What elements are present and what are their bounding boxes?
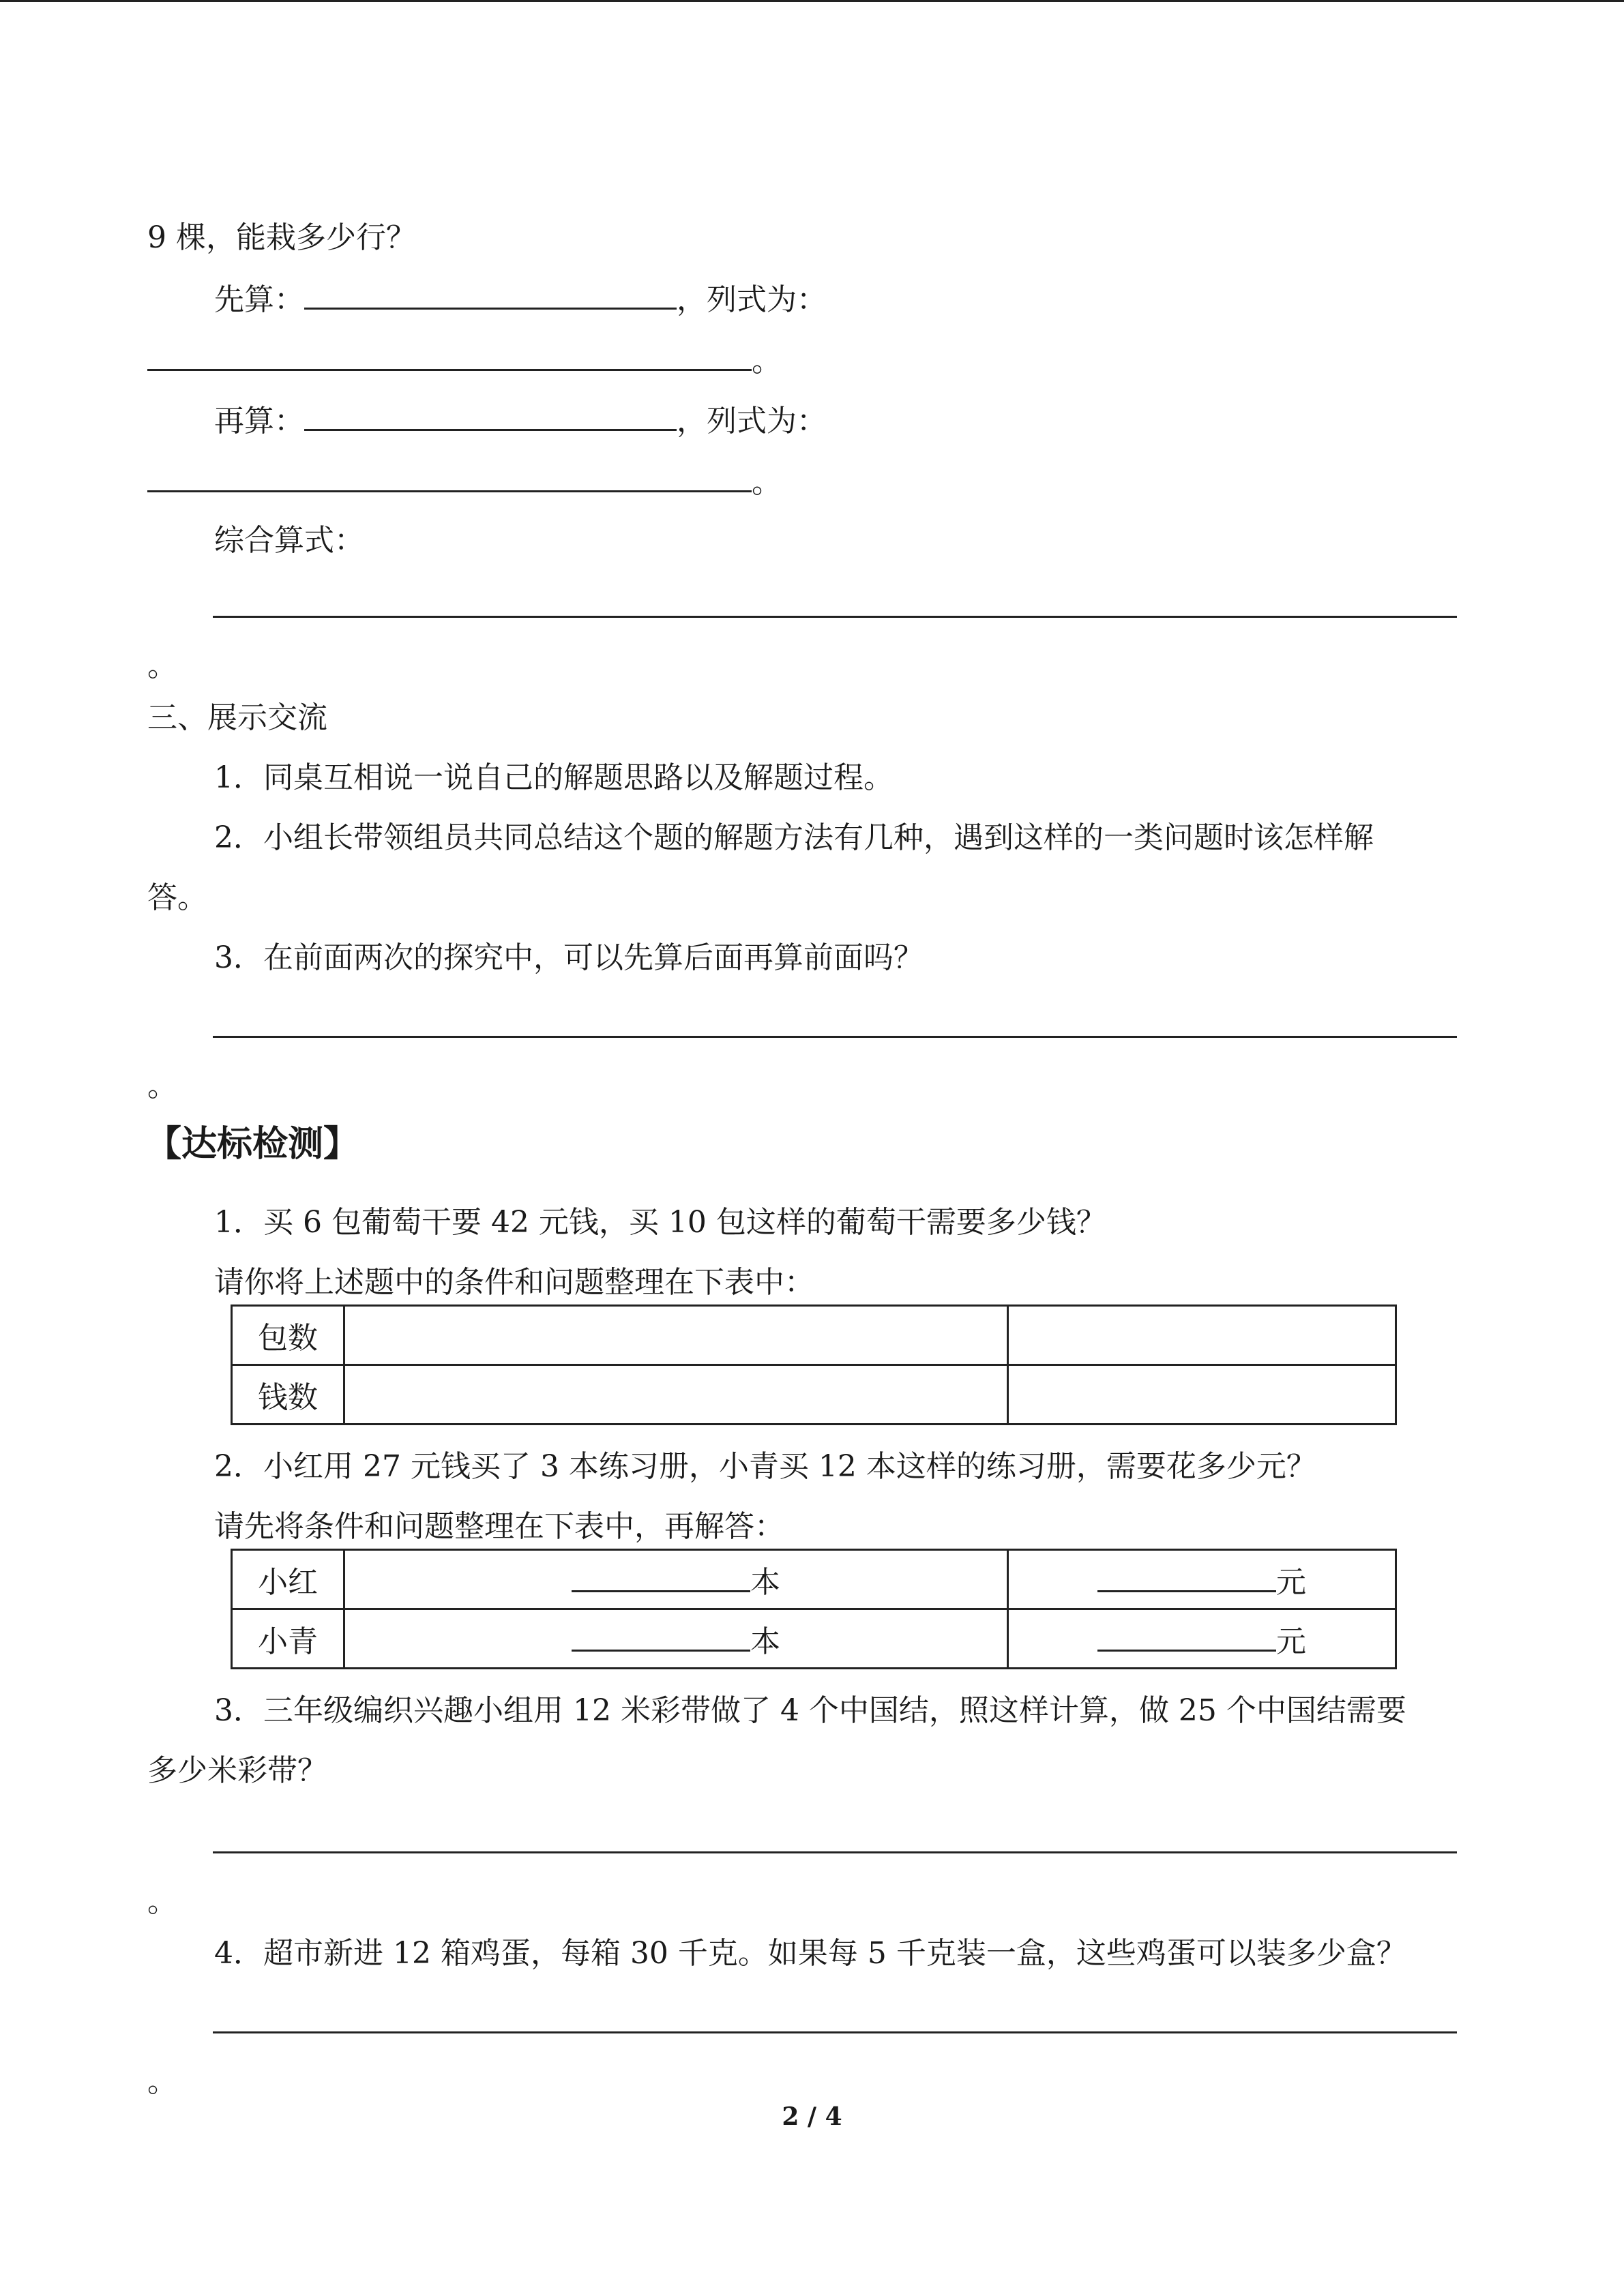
money-blank[interactable]: [1097, 1620, 1276, 1652]
second-formula-blank[interactable]: [147, 460, 752, 492]
combined-answer-line[interactable]: [213, 616, 1457, 618]
test-section-title: 【达标检测】: [146, 1124, 359, 1165]
first-formula-line: [147, 339, 782, 382]
second-calc-mid: ，列式为：: [677, 404, 827, 438]
section3-item-3: 3．在前面两次的探究中，可以先算后面再算前面吗？: [214, 940, 924, 975]
table-q2-cell: [344, 1550, 1008, 1609]
section3-title: 三、展示交流: [147, 700, 327, 735]
section3-answer-line[interactable]: [213, 1036, 1457, 1038]
second-calc-line: [214, 399, 827, 442]
test-q1-instruction: 请你将上述题中的条件和问题整理在下表中：: [214, 1265, 814, 1300]
unit-yuan: 元: [1276, 1565, 1306, 1600]
page-number: 2 / 4: [782, 2102, 842, 2131]
table-row: [232, 1306, 1396, 1365]
unit-yuan: 元: [1276, 1624, 1306, 1659]
table-q1-cell[interactable]: [344, 1365, 1008, 1425]
second-calc-blank[interactable]: [304, 399, 677, 431]
table-row: [232, 1365, 1396, 1425]
table-q1: [231, 1304, 1397, 1425]
combined-label: 综合算式：: [214, 523, 364, 558]
table-q1-cell[interactable]: [1008, 1306, 1396, 1365]
problem-tail: 9 棵，能栽多少行？: [147, 220, 416, 255]
first-calc-label: 先算：: [214, 282, 304, 317]
books-blank[interactable]: [572, 1620, 750, 1652]
first-calc-blank[interactable]: [304, 278, 677, 310]
section3-item-2-cont: 答。: [147, 880, 207, 915]
first-formula-blank[interactable]: [147, 339, 752, 371]
table-q1-row1-label: 包数: [232, 1306, 344, 1365]
table-q2-cell: [344, 1609, 1008, 1669]
table-row: [232, 1609, 1396, 1669]
q4-answer-line[interactable]: [213, 2031, 1457, 2033]
first-calc-mid: ，列式为：: [677, 282, 827, 317]
test-q2-instruction: 请先将条件和问题整理在下表中，再解答：: [214, 1509, 784, 1544]
first-calc-line: [214, 278, 827, 320]
table-q1-cell[interactable]: [344, 1306, 1008, 1365]
table-q2-row2-label: 小青: [232, 1609, 344, 1669]
table-q2-cell: [1008, 1609, 1396, 1669]
test-q1: 1．买 6 包葡萄干要 42 元钱，买 10 包这样的葡萄干需要多少钱？: [214, 1205, 1106, 1240]
section3-item-1: 1．同桌互相说一说自己的解题思路以及解题过程。: [214, 760, 894, 795]
books-blank[interactable]: [572, 1560, 750, 1592]
period: 。: [147, 648, 177, 683]
table-q1-row2-label: 钱数: [232, 1365, 344, 1425]
unit-ben: 本: [750, 1624, 780, 1659]
table-q1-cell[interactable]: [1008, 1365, 1396, 1425]
section3-item-2: 2．小组长带领组员共同总结这个题的解题方法有几种，遇到这样的一类问题时该怎样解: [214, 820, 1374, 855]
test-q3: 3．三年级编织兴趣小组用 12 米彩带做了 4 个中国结，照这样计算，做 25 个中国结需要: [214, 1693, 1406, 1728]
period: 。: [147, 1884, 177, 1919]
table-q2: [231, 1549, 1397, 1669]
table-row: [232, 1550, 1396, 1609]
table-q2-cell: [1008, 1550, 1396, 1609]
money-blank[interactable]: [1097, 1560, 1276, 1592]
period: 。: [147, 1069, 177, 1103]
test-q4: 4．超市新进 12 箱鸡蛋，每箱 30 千克。如果每 5 千克装一盒，这些鸡蛋可以装多少盒？: [214, 1936, 1406, 1971]
test-q3-cont: 多少米彩带？: [147, 1753, 327, 1788]
period: 。: [752, 344, 782, 378]
period: 。: [147, 2064, 177, 2099]
q3-answer-line[interactable]: [213, 1851, 1457, 1853]
unit-ben: 本: [750, 1565, 780, 1600]
period: 。: [752, 465, 782, 500]
second-calc-label: 再算：: [214, 404, 304, 438]
test-q2: 2．小红用 27 元钱买了 3 本练习册，小青买 12 本这样的练习册，需要花多少元？: [214, 1449, 1316, 1484]
table-q2-row1-label: 小红: [232, 1550, 344, 1609]
second-formula-line: [147, 460, 782, 503]
